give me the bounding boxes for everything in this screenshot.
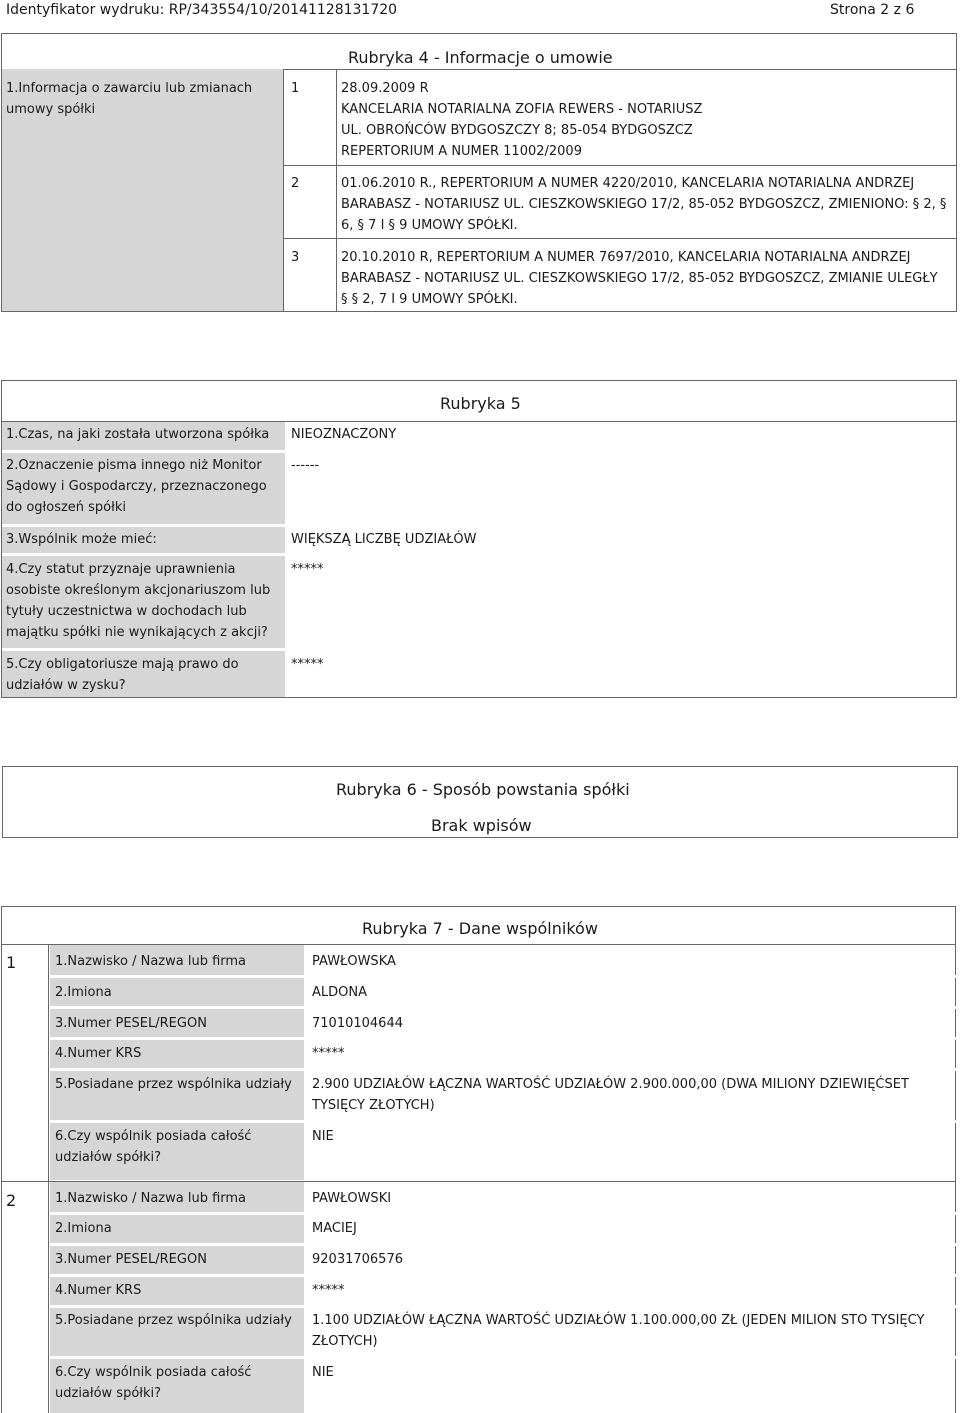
- row-gap: [50, 1274, 956, 1277]
- row-gap: [2, 648, 956, 651]
- partner-number: 2: [6, 1191, 17, 1210]
- section-rubryka-4: [0, 0, 960, 320]
- field-value: *****: [312, 1283, 345, 1298]
- row-gap: [50, 1120, 956, 1123]
- field-label: 2.Imiona: [55, 985, 112, 1000]
- entry-line: BARABASZ - NOTARIUSZ UL. CIESZKOWSKIEGO 17/2, 85-052 BYDGOSZCZ, ZMIENIONO: § 2, §: [341, 197, 947, 212]
- rubryka-4-top-rule: [283, 69, 956, 70]
- field-label: 6.Czy wspólnik posiada całość udziałów spółki?: [55, 1129, 252, 1165]
- field-label: 3.Numer PESEL/REGON: [55, 1016, 207, 1031]
- entry-line: 20.10.2010 R, REPERTORIUM A NUMER 7697/2010, KANCELARIA NOTARIALNA ANDRZEJ: [341, 250, 911, 265]
- row-gap: [50, 975, 956, 978]
- rubryka-7-title: Rubryka 7 - Dane wspólników: [362, 919, 598, 938]
- row-gap: [2, 553, 956, 556]
- field-label: 4.Numer KRS: [55, 1046, 142, 1061]
- print-identifier: Identyfikator wydruku: RP/343554/10/20141128131720: [6, 2, 398, 18]
- field-label: 1.Nazwisko / Nazwa lub firma: [55, 954, 247, 969]
- field-label: 3.Wspólnik może mieć:: [6, 532, 157, 547]
- row-gap: [2, 524, 956, 527]
- field-label: 2.Oznaczenie pisma innego niż Monitor Sądowy i Gospodarczy, przeznaczonego do ogłoszeń spółki: [6, 458, 267, 515]
- page-number: Strona 2 z 6: [830, 2, 915, 18]
- field-label: 6.Czy wspólnik posiada całość udziałów spółki?: [55, 1365, 252, 1401]
- row-gap: [50, 1037, 956, 1040]
- entry-line: REPERTORIUM A NUMER 11002/2009: [341, 144, 582, 159]
- row-gap: [50, 1068, 956, 1071]
- field-label: 1.Czas, na jaki została utworzona spółka: [6, 427, 270, 442]
- entry-line: KANCELARIA NOTARIALNA ZOFIA REWERS - NOTARIUSZ: [341, 102, 703, 117]
- rubryka-6-title: Rubryka 6 - Sposób powstania spółki: [336, 780, 630, 799]
- field-value: *****: [312, 1046, 345, 1061]
- entry-line: 28.09.2009 R: [341, 81, 429, 96]
- rubryka-4-rule-2: [283, 238, 956, 239]
- field-label: 5.Posiadane przez wspólnika udziały: [55, 1077, 292, 1092]
- entry-number: 2: [291, 176, 300, 191]
- rubryka-4-divider: [336, 69, 338, 311]
- row-gap: [50, 1356, 956, 1359]
- entry-line: BARABASZ - NOTARIUSZ UL. CIESZKOWSKIEGO 17/2, 85-052 BYDGOSZCZ, ZMIANIE ULEGŁY: [341, 271, 938, 286]
- field-value: PAWŁOWSKA: [312, 954, 396, 969]
- partner-number: 1: [6, 953, 17, 972]
- row-gap: [50, 1243, 956, 1246]
- field-value: 71010104644: [312, 1016, 403, 1031]
- field-label: 3.Numer PESEL/REGON: [55, 1252, 207, 1267]
- row-gap: [2, 450, 956, 453]
- field-value: *****: [291, 657, 324, 672]
- field-label: 4.Czy statut przyznaje uprawnienia osobiste określonym akcjonariuszom lub tytuły uczestnictwa w dochodach lub majątku spółki nie wynikających z akcji?: [6, 562, 271, 640]
- row-gap: [50, 1212, 956, 1215]
- field-label: 2.Imiona: [55, 1221, 112, 1236]
- no-entries-text: Brak wpisów: [431, 816, 532, 835]
- field-value: 92031706576: [312, 1252, 403, 1267]
- rubryka-5-title: Rubryka 5: [440, 394, 521, 413]
- entry-number: 3: [291, 250, 300, 265]
- rubryka-4-title: Rubryka 4 - Informacje o umowie: [348, 48, 613, 67]
- field-value: WIĘKSZĄ LICZBĘ UDZIAŁÓW: [291, 532, 477, 547]
- entry-line: 6, § 7 I § 9 UMOWY SPÓŁKI.: [341, 218, 518, 233]
- field-label: 5.Posiadane przez wspólnika udziały: [55, 1313, 292, 1328]
- rubryka-4-label: 1.Informacja o zawarciu lub zmianach umowy spółki: [6, 81, 253, 117]
- entry-line: 01.06.2010 R., REPERTORIUM A NUMER 4220/2010, KANCELARIA NOTARIALNA ANDRZEJ: [341, 176, 915, 191]
- field-value: ALDONA: [312, 985, 367, 1000]
- entry-line: UL. OBROŃCÓW BYDGOSZCZY 8; 85-054 BYDGOSZCZ: [341, 123, 693, 138]
- field-value: NIE: [312, 1129, 334, 1144]
- field-value: MACIEJ: [312, 1221, 357, 1236]
- entry-number: 1: [291, 81, 300, 96]
- rubryka-4-rule-1: [283, 165, 956, 166]
- row-gap: [50, 1006, 956, 1009]
- field-value: 2.900 UDZIAŁÓW ŁĄCZNA WARTOŚĆ UDZIAŁÓW 2.900.000,00 (DWA MILIONY DZIEWIĘĆSET TYSIĘCY ZŁOTYCH): [312, 1077, 909, 1113]
- field-value: 1.100 UDZIAŁÓW ŁĄCZNA WARTOŚĆ UDZIAŁÓW 1.100.000,00 ZŁ (JEDEN MILION STO TYSIĘCY ZŁOTYCH): [312, 1313, 925, 1349]
- rubryka-5-header-rule: [2, 421, 956, 422]
- field-label: 1.Nazwisko / Nazwa lub firma: [55, 1191, 247, 1206]
- entry-line: § § 2, 7 I 9 UMOWY SPÓŁKI.: [341, 292, 518, 307]
- field-value: *****: [291, 562, 324, 577]
- field-value: NIEOZNACZONY: [291, 427, 397, 442]
- field-label: 4.Numer KRS: [55, 1283, 142, 1298]
- field-value: ------: [291, 458, 320, 473]
- row-gap: [50, 1305, 956, 1308]
- field-value: PAWŁOWSKI: [312, 1191, 392, 1206]
- field-value: NIE: [312, 1365, 334, 1380]
- field-label: 5.Czy obligatoriusze mają prawo do udziałów w zysku?: [6, 657, 239, 693]
